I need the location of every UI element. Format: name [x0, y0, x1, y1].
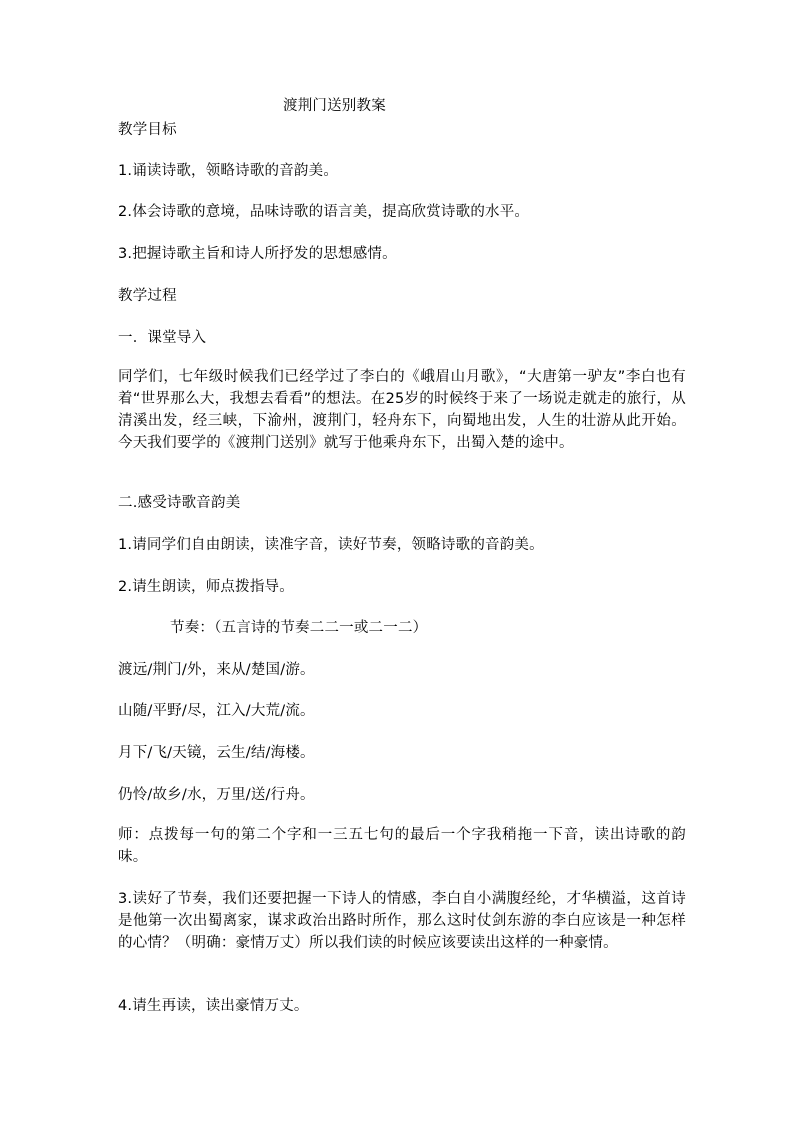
document-title: 渡荆门送别教案: [283, 98, 386, 114]
poem-line-1: 渡远/荆门/外，来从/楚国/游。: [118, 662, 315, 678]
poem-line-3: 月下/飞/天镜，云生/结/海楼。: [118, 745, 315, 761]
teacher-note: 师：点拨每一句的第二个字和一三五七句的最后一个字我稍拖一下音，读出诗歌的韵味。: [118, 827, 686, 865]
step-4: 4.请生再读，读出豪情万丈。: [118, 998, 309, 1014]
intro-paragraph: 同学们，七年级时候我们已经学过了李白的《峨眉山月歌》，“大唐第一驴友”李白也有着“世界那么大，我想去看看”的想法。在25岁的时候终于来了一场说走就走的旅行，从清溪出发，经三峡，下渝州，渡荆门，轻舟东下，向蜀地出发，人生的壮游从此开始。今天我们要学的《渡荆门送别》就写于他乘舟东下，出蜀入楚的途中。: [118, 369, 686, 451]
step-1: 1.请同学们自由朗读，读准字音，读好节奏，领略诗歌的音韵美。: [118, 537, 544, 553]
section-title-intro: 一．课堂导入: [118, 330, 207, 346]
poem-line-4: 仍怜/故乡/水，万里/送/行舟。: [118, 787, 315, 803]
step-2: 2.请生朗读，师点拨指导。: [118, 579, 294, 595]
goal-item-2: 2.体会诗歌的意境，品味诗歌的语言美，提高欣赏诗歌的水平。: [118, 204, 530, 220]
heading-teaching-process: 教学过程: [118, 288, 177, 304]
heading-teaching-goals: 教学目标: [118, 122, 177, 138]
goal-item-1: 1.诵读诗歌，领略诗歌的音韵美。: [118, 163, 339, 179]
goal-item-3: 3.把握诗歌主旨和诗人所抒发的思想感情。: [118, 246, 397, 262]
section-title-rhythm: 二.感受诗歌音韵美: [118, 495, 241, 511]
poem-line-2: 山随/平野/尽，江入/大荒/流。: [118, 703, 315, 719]
rhythm-note: 节奏：（五言诗的节奏二二一或二一二）: [170, 620, 428, 636]
step-3: 3.读好了节奏，我们还要把握一下诗人的情感，李白自小满腹经纶，才华横溢，这首诗是他第一次出蜀离家，谋求政治出路时所作，那么这时仗剑东游的李白应该是一种怎样的心情？（明确：豪情万丈）所以我们读的时候应该要读出这样的一种豪情。: [118, 891, 686, 951]
